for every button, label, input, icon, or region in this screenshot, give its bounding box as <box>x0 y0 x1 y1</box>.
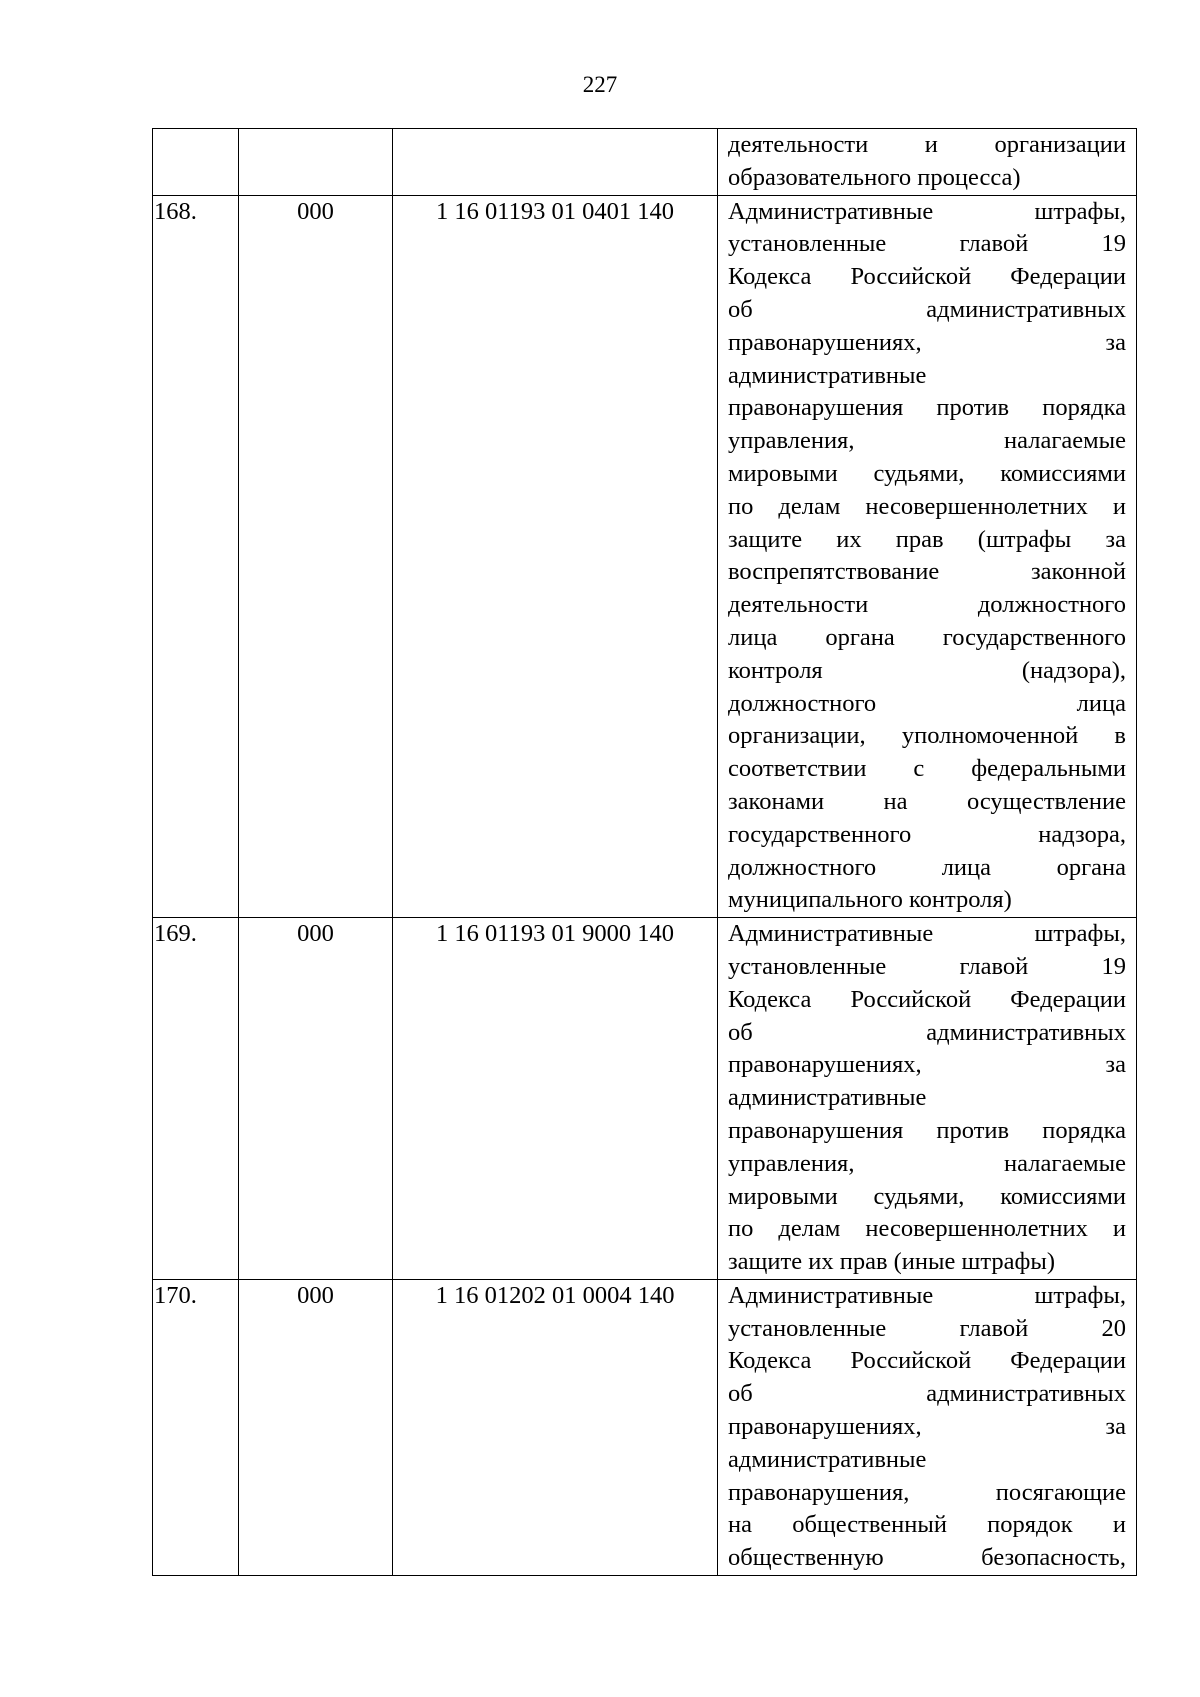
description-line: воспрепятствование законной <box>728 558 1126 586</box>
description-line: Кодекса Российской Федерации <box>728 263 1126 291</box>
budget-code-cell <box>393 129 718 196</box>
description-line: должностного лица органа <box>728 853 1126 881</box>
description-line: установленные главой 20 <box>728 1314 1126 1342</box>
description-line: мировыми судьями, комиссиями <box>728 1182 1126 1210</box>
admin-code-cell: 000 <box>239 1279 393 1575</box>
description-line: управления, налагаемые <box>728 427 1126 455</box>
budget-code-cell: 1 16 01193 01 9000 140 <box>393 918 718 1280</box>
description-cell <box>718 1279 1137 1575</box>
description-line: об административных <box>728 1380 1126 1408</box>
table-row <box>153 1279 1137 1575</box>
budget-code-cell: 1 16 01193 01 0401 140 <box>393 195 718 918</box>
row-number-cell: 169. <box>153 918 239 1280</box>
description-line: установленные главой 19 <box>728 952 1126 980</box>
description-line: Кодекса Российской Федерации <box>728 1347 1126 1375</box>
description-line: административные <box>728 1445 927 1473</box>
description-line: мировыми судьями, комиссиями <box>728 459 1126 487</box>
description-line: по делам несовершеннолетних и <box>728 492 1126 520</box>
description-line: контроля (надзора), <box>728 656 1126 684</box>
description-line: лица органа государственного <box>728 623 1126 651</box>
description-line: на общественный порядок и <box>728 1511 1126 1539</box>
description-line: Административные штрафы, <box>728 1281 1126 1309</box>
description-line: правонарушениях, за <box>728 1051 1126 1079</box>
description-line: образовательного процесса) <box>728 163 1021 191</box>
admin-code-cell: 000 <box>239 195 393 918</box>
description-line: по делам несовершеннолетних и <box>728 1215 1126 1243</box>
table-row <box>153 129 1137 196</box>
description-line: организации, уполномоченной в <box>728 722 1126 750</box>
budget-code-cell: 1 16 01202 01 0004 140 <box>393 1279 718 1575</box>
description-line: правонарушениях, за <box>728 328 1126 356</box>
description-cell <box>718 129 1137 196</box>
admin-code-cell: 000 <box>239 918 393 1280</box>
description-line: защите их прав (штрафы за <box>728 525 1126 553</box>
description-line: Административные штрафы, <box>728 920 1126 948</box>
description-line: управления, налагаемые <box>728 1149 1126 1177</box>
table-body <box>153 129 1137 1576</box>
description-line: об административных <box>728 1018 1126 1046</box>
description-cell <box>718 918 1137 1280</box>
row-number-cell: 168. <box>153 195 239 918</box>
admin-code-cell <box>239 129 393 196</box>
description-line: Административные штрафы, <box>728 197 1126 225</box>
description-line: государственного надзора, <box>728 820 1126 848</box>
table-row <box>153 918 1137 1280</box>
description-cell <box>718 195 1137 918</box>
description-line: Кодекса Российской Федерации <box>728 985 1126 1013</box>
description-line: соответствии с федеральными <box>728 755 1126 783</box>
budget-codes-table <box>152 128 1137 1576</box>
description-line: правонарушения, посягающие <box>728 1478 1126 1506</box>
description-line: правонарушения против порядка <box>728 1116 1126 1144</box>
description-line: должностного лица <box>728 689 1126 717</box>
description-line: административные <box>728 361 927 389</box>
page-number: 227 <box>582 72 618 97</box>
description-line: об административных <box>728 295 1126 323</box>
description-line: административные <box>728 1084 927 1112</box>
table-row <box>153 195 1137 918</box>
description-line: защите их прав (иные штрафы) <box>728 1248 1055 1276</box>
description-line: деятельности и организации <box>728 131 1126 158</box>
description-line: муниципального контроля) <box>728 886 1012 914</box>
description-line: деятельности должностного <box>728 591 1126 619</box>
row-number-cell: 170. <box>153 1279 239 1575</box>
description-line: законами на осуществление <box>728 787 1126 815</box>
row-number-cell <box>153 129 239 196</box>
description-line: правонарушения против порядка <box>728 394 1126 422</box>
description-line: общественную безопасность, <box>728 1544 1126 1572</box>
description-line: установленные главой 19 <box>728 230 1126 258</box>
description-line: правонарушениях, за <box>728 1413 1126 1441</box>
